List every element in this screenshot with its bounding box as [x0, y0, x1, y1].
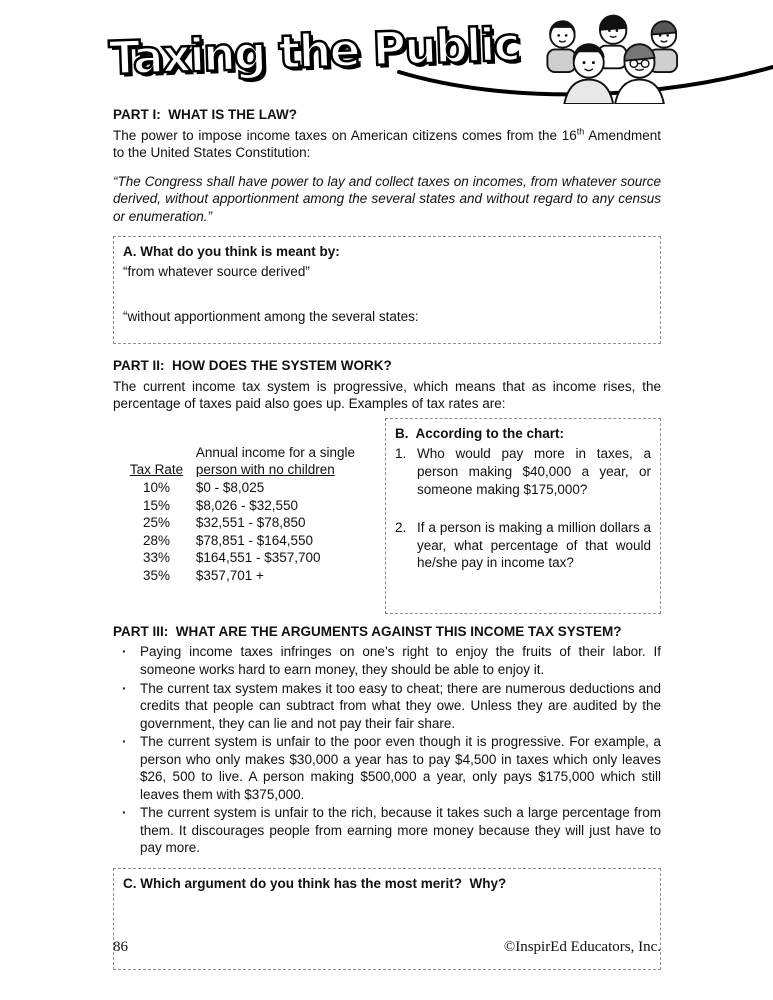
ordinal-superscript: th [576, 126, 585, 137]
box-b-heading: B. According to the chart: [395, 425, 565, 441]
list-item [113, 643, 661, 678]
list-item [113, 680, 661, 733]
bullet-icon: · [122, 734, 127, 750]
page-number: 86 [113, 939, 128, 955]
publisher-credit: ©InspirEd Educators, Inc. [503, 939, 661, 955]
argument-text: Paying income taxes infringes on one’s right to enjoy the fruits of their labor. If someone works hard to earn money, they should be able to enjoy it. [140, 644, 661, 678]
part1-heading: PART I: WHAT IS THE LAW? [113, 107, 297, 122]
tax-rate-cell: 10% [142, 480, 170, 496]
table-row [121, 567, 385, 585]
argument-list [113, 643, 661, 857]
question-number: 2. [395, 520, 407, 536]
income-range-cell: $357,701 + [195, 567, 264, 583]
tax-rate-cell: 35% [142, 567, 170, 583]
bullet-icon: · [122, 805, 127, 821]
table-row [121, 549, 385, 567]
tax-table-header-row-2 [121, 461, 385, 479]
income-range-cell: $78,851 - $164,550 [195, 532, 314, 548]
income-header-line2-wrap [192, 461, 385, 479]
page-title: Taxing the Public [108, 16, 520, 86]
table-row [121, 479, 385, 497]
box-b-question-2 [395, 519, 651, 572]
table-row [121, 497, 385, 515]
rate-header-spacer [121, 444, 192, 462]
answer-box-a [113, 236, 661, 344]
tax-rate-cell: 25% [142, 515, 170, 531]
table-row [121, 532, 385, 550]
box-c-heading: C. Which argument do you think has the most merit? Why? [123, 876, 507, 892]
part2-intro: The current income tax system is progressive, which means that as income rises, the percentage of taxes paid also goes up. Examples of tax rates are: [113, 378, 661, 412]
part1-intro-text-cont: Amendment to the United States Constitution: [113, 127, 661, 161]
amendment-quote: “The Congress shall have power to lay and collect taxes on incomes, from whatever source derived, without apportionment among the several states and without regard to any census or enumeration.” [113, 173, 661, 224]
header [108, 0, 661, 102]
page-content [108, 0, 661, 970]
question-text: Who would pay more in taxes, a person making $40,000 a year, or someone making $175,000? [417, 446, 651, 497]
argument-text: The current tax system makes it too easy to cheat; there are numerous deductions and credits that people can subtract from what they owe. Unless they are audited by the government, they can lie and not pay their fair share. [140, 680, 661, 731]
part3-heading: PART III: WHAT ARE THE ARGUMENTS AGAINST THIS INCOME TAX SYSTEM? [113, 623, 622, 639]
tax-rate-cell: 33% [142, 550, 170, 566]
box-a-question-1: “from whatever source derived” [123, 263, 310, 279]
income-range-cell: $32,551 - $78,850 [195, 515, 306, 531]
box-a-heading: A. What do you think is meant by: [123, 244, 340, 260]
income-range-cell: $164,551 - $357,700 [195, 550, 321, 566]
list-item [113, 804, 661, 857]
tax-rate-cell: 28% [142, 532, 170, 548]
crowd-illustration [531, 10, 701, 104]
page-footer [113, 938, 661, 958]
rate-header: Tax Rate [129, 462, 184, 478]
list-item [113, 733, 661, 803]
tax-rate-cell: 15% [142, 497, 170, 513]
answer-box-b [385, 418, 661, 614]
argument-text: The current system is unfair to the poor even though it is progressive. For example, a person who only makes $30,000 a year has to pay $4,500 in taxes which only leaves $26, 500 to live. A person making $500,000 a year, only pays $175,000 which still leaves them with $375,000. [140, 734, 661, 802]
tax-table-header-row-1 [121, 444, 385, 462]
question-text: If a person is making a million dollars a year, what percentage of that would he/she pay in income tax? [417, 520, 651, 571]
part1-intro [113, 127, 661, 162]
tax-rate-table [113, 418, 385, 614]
part2-heading: PART II: HOW DOES THE SYSTEM WORK? [113, 358, 392, 374]
income-header-line1: Annual income for a single [195, 444, 355, 460]
bullet-icon: · [122, 680, 127, 696]
table-row [121, 514, 385, 532]
income-range-cell: $0 - $8,025 [195, 480, 265, 496]
question-number: 1. [395, 446, 407, 462]
part2-columns [113, 418, 661, 614]
bullet-icon: · [122, 644, 127, 660]
part1-intro-text: The power to impose income taxes on American citizens comes from the 16 [113, 127, 577, 143]
income-range-cell: $8,026 - $32,550 [195, 497, 298, 513]
box-a-question-2: “without apportionment among the several states: [123, 309, 419, 325]
argument-text: The current system is unfair to the rich, because it takes such a large percentage from them. It discourages people from earning more money because they will just have to pay more. [140, 805, 661, 856]
box-b-question-1 [395, 445, 651, 498]
income-header-line2: person with no children [195, 462, 335, 478]
